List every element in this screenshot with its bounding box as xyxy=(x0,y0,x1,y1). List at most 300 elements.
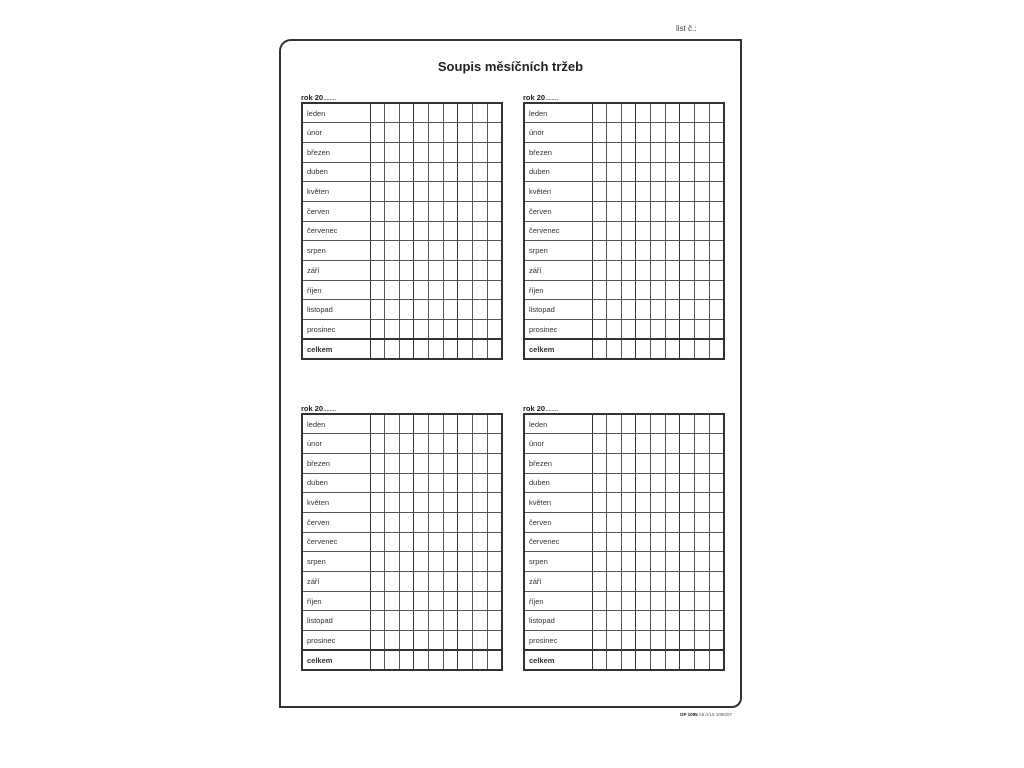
amount-cell[interactable] xyxy=(414,103,429,123)
amount-cell[interactable] xyxy=(592,201,607,221)
amount-cell[interactable] xyxy=(607,103,622,123)
amount-cell[interactable] xyxy=(473,512,488,532)
amount-cell[interactable] xyxy=(709,591,724,611)
amount-cell[interactable] xyxy=(592,280,607,300)
amount-cell[interactable] xyxy=(443,532,458,552)
amount-cell[interactable] xyxy=(370,473,385,493)
amount-cell[interactable] xyxy=(607,280,622,300)
year-fill-line[interactable]: ........ xyxy=(545,404,558,413)
amount-cell[interactable] xyxy=(458,241,473,261)
amount-cell[interactable] xyxy=(443,221,458,241)
amount-cell[interactable] xyxy=(680,434,695,454)
amount-cell[interactable] xyxy=(385,320,400,340)
amount-cell[interactable] xyxy=(429,532,444,552)
amount-cell[interactable] xyxy=(414,414,429,434)
amount-cell[interactable] xyxy=(651,280,666,300)
amount-cell[interactable] xyxy=(651,611,666,631)
amount-cell[interactable] xyxy=(385,414,400,434)
amount-cell[interactable] xyxy=(443,162,458,182)
amount-cell[interactable] xyxy=(665,650,680,670)
amount-cell[interactable] xyxy=(399,182,414,202)
amount-cell[interactable] xyxy=(473,414,488,434)
amount-cell[interactable] xyxy=(665,414,680,434)
amount-cell[interactable] xyxy=(695,182,710,202)
amount-cell[interactable] xyxy=(695,434,710,454)
amount-cell[interactable] xyxy=(370,103,385,123)
amount-cell[interactable] xyxy=(636,552,651,572)
amount-cell[interactable] xyxy=(458,650,473,670)
amount-cell[interactable] xyxy=(607,591,622,611)
amount-cell[interactable] xyxy=(709,103,724,123)
amount-cell[interactable] xyxy=(607,631,622,651)
amount-cell[interactable] xyxy=(607,162,622,182)
amount-cell[interactable] xyxy=(621,339,636,359)
amount-cell[interactable] xyxy=(399,414,414,434)
amount-cell[interactable] xyxy=(487,611,502,631)
year-fill-line[interactable]: ........ xyxy=(323,404,336,413)
amount-cell[interactable] xyxy=(414,572,429,592)
amount-cell[interactable] xyxy=(695,650,710,670)
amount-cell[interactable] xyxy=(399,512,414,532)
amount-cell[interactable] xyxy=(636,241,651,261)
amount-cell[interactable] xyxy=(695,241,710,261)
amount-cell[interactable] xyxy=(636,182,651,202)
amount-cell[interactable] xyxy=(385,473,400,493)
amount-cell[interactable] xyxy=(487,650,502,670)
amount-cell[interactable] xyxy=(695,300,710,320)
amount-cell[interactable] xyxy=(607,650,622,670)
amount-cell[interactable] xyxy=(370,280,385,300)
amount-cell[interactable] xyxy=(399,142,414,162)
amount-cell[interactable] xyxy=(665,611,680,631)
amount-cell[interactable] xyxy=(607,453,622,473)
amount-cell[interactable] xyxy=(695,473,710,493)
amount-cell[interactable] xyxy=(709,320,724,340)
amount-cell[interactable] xyxy=(458,103,473,123)
amount-cell[interactable] xyxy=(399,591,414,611)
amount-cell[interactable] xyxy=(651,162,666,182)
amount-cell[interactable] xyxy=(607,512,622,532)
amount-cell[interactable] xyxy=(443,493,458,513)
amount-cell[interactable] xyxy=(665,103,680,123)
amount-cell[interactable] xyxy=(607,532,622,552)
amount-cell[interactable] xyxy=(473,261,488,281)
amount-cell[interactable] xyxy=(414,182,429,202)
amount-cell[interactable] xyxy=(665,339,680,359)
amount-cell[interactable] xyxy=(607,300,622,320)
amount-cell[interactable] xyxy=(607,434,622,454)
amount-cell[interactable] xyxy=(680,142,695,162)
amount-cell[interactable] xyxy=(385,241,400,261)
amount-cell[interactable] xyxy=(665,631,680,651)
amount-cell[interactable] xyxy=(621,611,636,631)
amount-cell[interactable] xyxy=(370,162,385,182)
amount-cell[interactable] xyxy=(414,280,429,300)
amount-cell[interactable] xyxy=(487,300,502,320)
amount-cell[interactable] xyxy=(443,241,458,261)
amount-cell[interactable] xyxy=(370,241,385,261)
amount-cell[interactable] xyxy=(636,650,651,670)
amount-cell[interactable] xyxy=(592,414,607,434)
amount-cell[interactable] xyxy=(695,162,710,182)
amount-cell[interactable] xyxy=(429,103,444,123)
amount-cell[interactable] xyxy=(592,512,607,532)
amount-cell[interactable] xyxy=(487,123,502,143)
amount-cell[interactable] xyxy=(651,512,666,532)
amount-cell[interactable] xyxy=(709,493,724,513)
amount-cell[interactable] xyxy=(592,221,607,241)
amount-cell[interactable] xyxy=(651,320,666,340)
amount-cell[interactable] xyxy=(665,261,680,281)
amount-cell[interactable] xyxy=(458,611,473,631)
amount-cell[interactable] xyxy=(487,572,502,592)
amount-cell[interactable] xyxy=(385,339,400,359)
amount-cell[interactable] xyxy=(487,162,502,182)
amount-cell[interactable] xyxy=(695,339,710,359)
amount-cell[interactable] xyxy=(473,532,488,552)
amount-cell[interactable] xyxy=(385,300,400,320)
amount-cell[interactable] xyxy=(487,631,502,651)
amount-cell[interactable] xyxy=(651,552,666,572)
amount-cell[interactable] xyxy=(473,320,488,340)
amount-cell[interactable] xyxy=(621,182,636,202)
amount-cell[interactable] xyxy=(651,591,666,611)
amount-cell[interactable] xyxy=(487,414,502,434)
amount-cell[interactable] xyxy=(592,611,607,631)
amount-cell[interactable] xyxy=(429,320,444,340)
amount-cell[interactable] xyxy=(487,532,502,552)
amount-cell[interactable] xyxy=(607,339,622,359)
amount-cell[interactable] xyxy=(385,631,400,651)
amount-cell[interactable] xyxy=(414,552,429,572)
amount-cell[interactable] xyxy=(385,512,400,532)
amount-cell[interactable] xyxy=(385,434,400,454)
amount-cell[interactable] xyxy=(414,434,429,454)
amount-cell[interactable] xyxy=(458,552,473,572)
amount-cell[interactable] xyxy=(592,339,607,359)
amount-cell[interactable] xyxy=(621,434,636,454)
amount-cell[interactable] xyxy=(709,552,724,572)
amount-cell[interactable] xyxy=(443,123,458,143)
amount-cell[interactable] xyxy=(651,123,666,143)
amount-cell[interactable] xyxy=(709,532,724,552)
amount-cell[interactable] xyxy=(429,512,444,532)
amount-cell[interactable] xyxy=(621,512,636,532)
amount-cell[interactable] xyxy=(592,434,607,454)
amount-cell[interactable] xyxy=(607,201,622,221)
amount-cell[interactable] xyxy=(370,182,385,202)
amount-cell[interactable] xyxy=(443,453,458,473)
amount-cell[interactable] xyxy=(458,591,473,611)
amount-cell[interactable] xyxy=(443,339,458,359)
amount-cell[interactable] xyxy=(399,162,414,182)
amount-cell[interactable] xyxy=(385,201,400,221)
amount-cell[interactable] xyxy=(414,453,429,473)
amount-cell[interactable] xyxy=(607,552,622,572)
amount-cell[interactable] xyxy=(473,103,488,123)
amount-cell[interactable] xyxy=(414,123,429,143)
amount-cell[interactable] xyxy=(651,414,666,434)
amount-cell[interactable] xyxy=(607,414,622,434)
amount-cell[interactable] xyxy=(621,532,636,552)
amount-cell[interactable] xyxy=(487,221,502,241)
amount-cell[interactable] xyxy=(636,434,651,454)
amount-cell[interactable] xyxy=(473,221,488,241)
amount-cell[interactable] xyxy=(414,631,429,651)
amount-cell[interactable] xyxy=(680,280,695,300)
amount-cell[interactable] xyxy=(399,280,414,300)
amount-cell[interactable] xyxy=(680,182,695,202)
amount-cell[interactable] xyxy=(592,320,607,340)
amount-cell[interactable] xyxy=(370,552,385,572)
amount-cell[interactable] xyxy=(385,123,400,143)
amount-cell[interactable] xyxy=(621,572,636,592)
amount-cell[interactable] xyxy=(443,572,458,592)
amount-cell[interactable] xyxy=(487,552,502,572)
amount-cell[interactable] xyxy=(385,552,400,572)
amount-cell[interactable] xyxy=(487,493,502,513)
amount-cell[interactable] xyxy=(399,650,414,670)
amount-cell[interactable] xyxy=(665,473,680,493)
amount-cell[interactable] xyxy=(636,532,651,552)
amount-cell[interactable] xyxy=(680,493,695,513)
amount-cell[interactable] xyxy=(665,552,680,572)
amount-cell[interactable] xyxy=(443,280,458,300)
amount-cell[interactable] xyxy=(473,182,488,202)
amount-cell[interactable] xyxy=(429,261,444,281)
amount-cell[interactable] xyxy=(709,572,724,592)
amount-cell[interactable] xyxy=(399,261,414,281)
amount-cell[interactable] xyxy=(414,339,429,359)
amount-cell[interactable] xyxy=(665,453,680,473)
amount-cell[interactable] xyxy=(443,591,458,611)
amount-cell[interactable] xyxy=(458,182,473,202)
amount-cell[interactable] xyxy=(473,552,488,572)
amount-cell[interactable] xyxy=(429,123,444,143)
amount-cell[interactable] xyxy=(636,512,651,532)
amount-cell[interactable] xyxy=(399,339,414,359)
amount-cell[interactable] xyxy=(680,241,695,261)
amount-cell[interactable] xyxy=(487,261,502,281)
amount-cell[interactable] xyxy=(473,591,488,611)
amount-cell[interactable] xyxy=(370,142,385,162)
amount-cell[interactable] xyxy=(695,103,710,123)
amount-cell[interactable] xyxy=(473,611,488,631)
amount-cell[interactable] xyxy=(487,241,502,261)
amount-cell[interactable] xyxy=(680,320,695,340)
amount-cell[interactable] xyxy=(592,473,607,493)
amount-cell[interactable] xyxy=(651,532,666,552)
amount-cell[interactable] xyxy=(665,300,680,320)
amount-cell[interactable] xyxy=(443,300,458,320)
amount-cell[interactable] xyxy=(695,572,710,592)
amount-cell[interactable] xyxy=(414,493,429,513)
amount-cell[interactable] xyxy=(636,339,651,359)
amount-cell[interactable] xyxy=(651,631,666,651)
amount-cell[interactable] xyxy=(385,182,400,202)
amount-cell[interactable] xyxy=(680,162,695,182)
amount-cell[interactable] xyxy=(429,631,444,651)
amount-cell[interactable] xyxy=(458,453,473,473)
amount-cell[interactable] xyxy=(607,611,622,631)
amount-cell[interactable] xyxy=(473,300,488,320)
amount-cell[interactable] xyxy=(592,261,607,281)
amount-cell[interactable] xyxy=(414,320,429,340)
amount-cell[interactable] xyxy=(399,103,414,123)
amount-cell[interactable] xyxy=(607,182,622,202)
amount-cell[interactable] xyxy=(680,591,695,611)
amount-cell[interactable] xyxy=(592,241,607,261)
amount-cell[interactable] xyxy=(399,493,414,513)
amount-cell[interactable] xyxy=(429,434,444,454)
amount-cell[interactable] xyxy=(680,300,695,320)
amount-cell[interactable] xyxy=(709,611,724,631)
amount-cell[interactable] xyxy=(458,572,473,592)
amount-cell[interactable] xyxy=(651,142,666,162)
amount-cell[interactable] xyxy=(636,591,651,611)
amount-cell[interactable] xyxy=(695,611,710,631)
amount-cell[interactable] xyxy=(607,142,622,162)
amount-cell[interactable] xyxy=(370,532,385,552)
amount-cell[interactable] xyxy=(414,473,429,493)
amount-cell[interactable] xyxy=(473,241,488,261)
amount-cell[interactable] xyxy=(607,493,622,513)
amount-cell[interactable] xyxy=(399,221,414,241)
amount-cell[interactable] xyxy=(695,512,710,532)
amount-cell[interactable] xyxy=(487,453,502,473)
amount-cell[interactable] xyxy=(680,339,695,359)
amount-cell[interactable] xyxy=(621,103,636,123)
amount-cell[interactable] xyxy=(429,162,444,182)
amount-cell[interactable] xyxy=(370,611,385,631)
amount-cell[interactable] xyxy=(458,201,473,221)
amount-cell[interactable] xyxy=(695,320,710,340)
amount-cell[interactable] xyxy=(695,201,710,221)
amount-cell[interactable] xyxy=(473,123,488,143)
amount-cell[interactable] xyxy=(709,201,724,221)
amount-cell[interactable] xyxy=(399,631,414,651)
amount-cell[interactable] xyxy=(487,512,502,532)
amount-cell[interactable] xyxy=(385,453,400,473)
amount-cell[interactable] xyxy=(429,241,444,261)
amount-cell[interactable] xyxy=(636,123,651,143)
amount-cell[interactable] xyxy=(607,320,622,340)
amount-cell[interactable] xyxy=(592,532,607,552)
amount-cell[interactable] xyxy=(458,300,473,320)
amount-cell[interactable] xyxy=(695,493,710,513)
amount-cell[interactable] xyxy=(651,182,666,202)
amount-cell[interactable] xyxy=(680,631,695,651)
amount-cell[interactable] xyxy=(680,123,695,143)
amount-cell[interactable] xyxy=(473,631,488,651)
amount-cell[interactable] xyxy=(709,142,724,162)
amount-cell[interactable] xyxy=(665,320,680,340)
amount-cell[interactable] xyxy=(414,650,429,670)
amount-cell[interactable] xyxy=(709,453,724,473)
amount-cell[interactable] xyxy=(607,221,622,241)
amount-cell[interactable] xyxy=(665,182,680,202)
amount-cell[interactable] xyxy=(443,414,458,434)
amount-cell[interactable] xyxy=(695,221,710,241)
amount-cell[interactable] xyxy=(680,453,695,473)
amount-cell[interactable] xyxy=(592,182,607,202)
amount-cell[interactable] xyxy=(385,280,400,300)
amount-cell[interactable] xyxy=(621,261,636,281)
amount-cell[interactable] xyxy=(651,473,666,493)
amount-cell[interactable] xyxy=(370,414,385,434)
amount-cell[interactable] xyxy=(695,280,710,300)
amount-cell[interactable] xyxy=(414,611,429,631)
amount-cell[interactable] xyxy=(695,591,710,611)
amount-cell[interactable] xyxy=(473,142,488,162)
amount-cell[interactable] xyxy=(429,221,444,241)
amount-cell[interactable] xyxy=(487,103,502,123)
amount-cell[interactable] xyxy=(414,241,429,261)
amount-cell[interactable] xyxy=(680,650,695,670)
amount-cell[interactable] xyxy=(370,123,385,143)
amount-cell[interactable] xyxy=(443,261,458,281)
amount-cell[interactable] xyxy=(592,493,607,513)
amount-cell[interactable] xyxy=(370,650,385,670)
amount-cell[interactable] xyxy=(651,493,666,513)
amount-cell[interactable] xyxy=(399,201,414,221)
amount-cell[interactable] xyxy=(429,591,444,611)
amount-cell[interactable] xyxy=(651,650,666,670)
amount-cell[interactable] xyxy=(607,241,622,261)
amount-cell[interactable] xyxy=(665,280,680,300)
amount-cell[interactable] xyxy=(443,631,458,651)
amount-cell[interactable] xyxy=(665,512,680,532)
amount-cell[interactable] xyxy=(473,572,488,592)
amount-cell[interactable] xyxy=(458,414,473,434)
amount-cell[interactable] xyxy=(385,142,400,162)
amount-cell[interactable] xyxy=(592,142,607,162)
amount-cell[interactable] xyxy=(621,162,636,182)
amount-cell[interactable] xyxy=(607,261,622,281)
amount-cell[interactable] xyxy=(621,493,636,513)
amount-cell[interactable] xyxy=(621,414,636,434)
amount-cell[interactable] xyxy=(709,414,724,434)
amount-cell[interactable] xyxy=(458,221,473,241)
amount-cell[interactable] xyxy=(636,300,651,320)
amount-cell[interactable] xyxy=(709,473,724,493)
amount-cell[interactable] xyxy=(399,611,414,631)
amount-cell[interactable] xyxy=(458,162,473,182)
amount-cell[interactable] xyxy=(414,300,429,320)
amount-cell[interactable] xyxy=(592,123,607,143)
amount-cell[interactable] xyxy=(473,493,488,513)
amount-cell[interactable] xyxy=(680,473,695,493)
amount-cell[interactable] xyxy=(370,320,385,340)
amount-cell[interactable] xyxy=(443,650,458,670)
amount-cell[interactable] xyxy=(429,201,444,221)
amount-cell[interactable] xyxy=(429,611,444,631)
amount-cell[interactable] xyxy=(487,591,502,611)
amount-cell[interactable] xyxy=(473,339,488,359)
amount-cell[interactable] xyxy=(680,512,695,532)
amount-cell[interactable] xyxy=(651,339,666,359)
amount-cell[interactable] xyxy=(709,300,724,320)
amount-cell[interactable] xyxy=(458,280,473,300)
amount-cell[interactable] xyxy=(695,414,710,434)
amount-cell[interactable] xyxy=(592,300,607,320)
amount-cell[interactable] xyxy=(651,300,666,320)
amount-cell[interactable] xyxy=(385,532,400,552)
amount-cell[interactable] xyxy=(370,453,385,473)
amount-cell[interactable] xyxy=(636,453,651,473)
amount-cell[interactable] xyxy=(621,142,636,162)
amount-cell[interactable] xyxy=(665,241,680,261)
